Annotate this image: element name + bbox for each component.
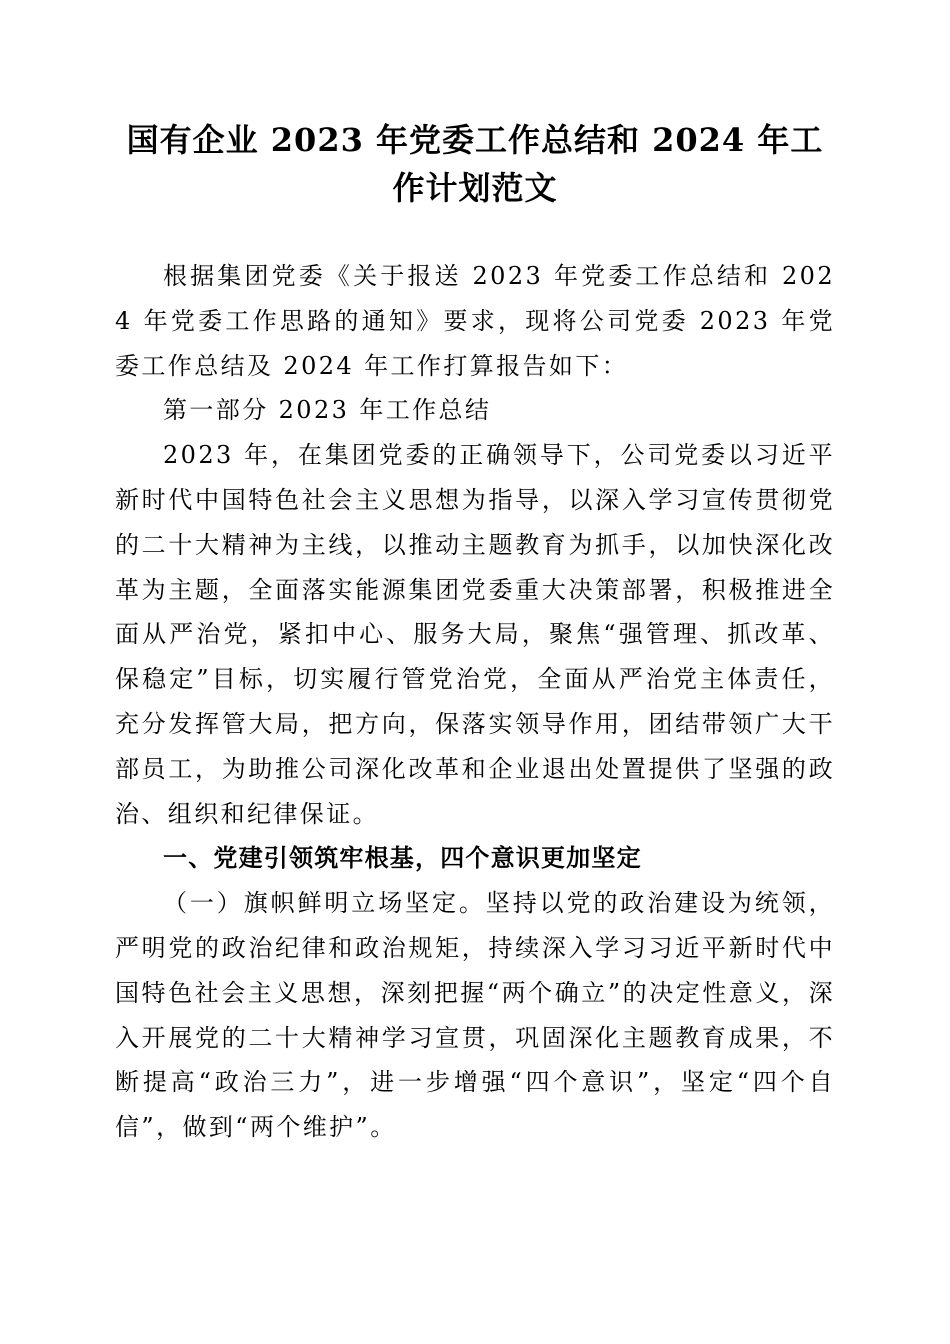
section-heading-one: 一、党建引领筑牢根基，四个意识更加坚定 bbox=[163, 844, 642, 873]
document-title: 国有企业 2023 年党委工作总结和 2024 年工作计划范文 bbox=[126, 121, 824, 207]
paragraph-summary-overview: 2023 年，在集团党委的正确领导下，公司党委以习近平新时代中国特色社会主义思想为指导，以深入学习宣传贯彻党的二十大精神为主线，以推动主题教育为抓手，以加快深化改革为主题，全面落实能源集团党委重大决策部署，积极推进全面从严治党，紧扣中心、服务大局，聚焦“强管理、抓改革、保稳定”目标，切实履行管党治党，全面从严治党主体责任，充分发挥管大局，把方向，保落实领导作用，团结带领广大干部员工，为助推公司深化改革和企业退出处置提供了坚强的政治、组织和纪律保证。 bbox=[115, 441, 835, 828]
paragraph-section-one-item-one: （一）旗帜鲜明立场坚定。坚持以党的政治建设为统领，严明党的政治纪律和政治规矩，持续深入学习习近平新时代中国特色社会主义思想，深刻把握“两个确立”的决定性意义，深入开展党的二十大精神学习宣贯，巩固深化主题教育成果，不断提高“政治三力”，进一步增强“四个意识”，坚定“四个自信”，做到“两个维护”。 bbox=[115, 889, 835, 1142]
paragraph-part-one-label: 第一部分 2023 年工作总结 bbox=[163, 396, 492, 425]
paragraph-intro: 根据集团党委《关于报送 2023 年党委工作总结和 2024 年党委工作思路的通知》要求，现将公司党委 2023 年党委工作总结及 2024 年工作打算报告如下： bbox=[115, 262, 835, 380]
